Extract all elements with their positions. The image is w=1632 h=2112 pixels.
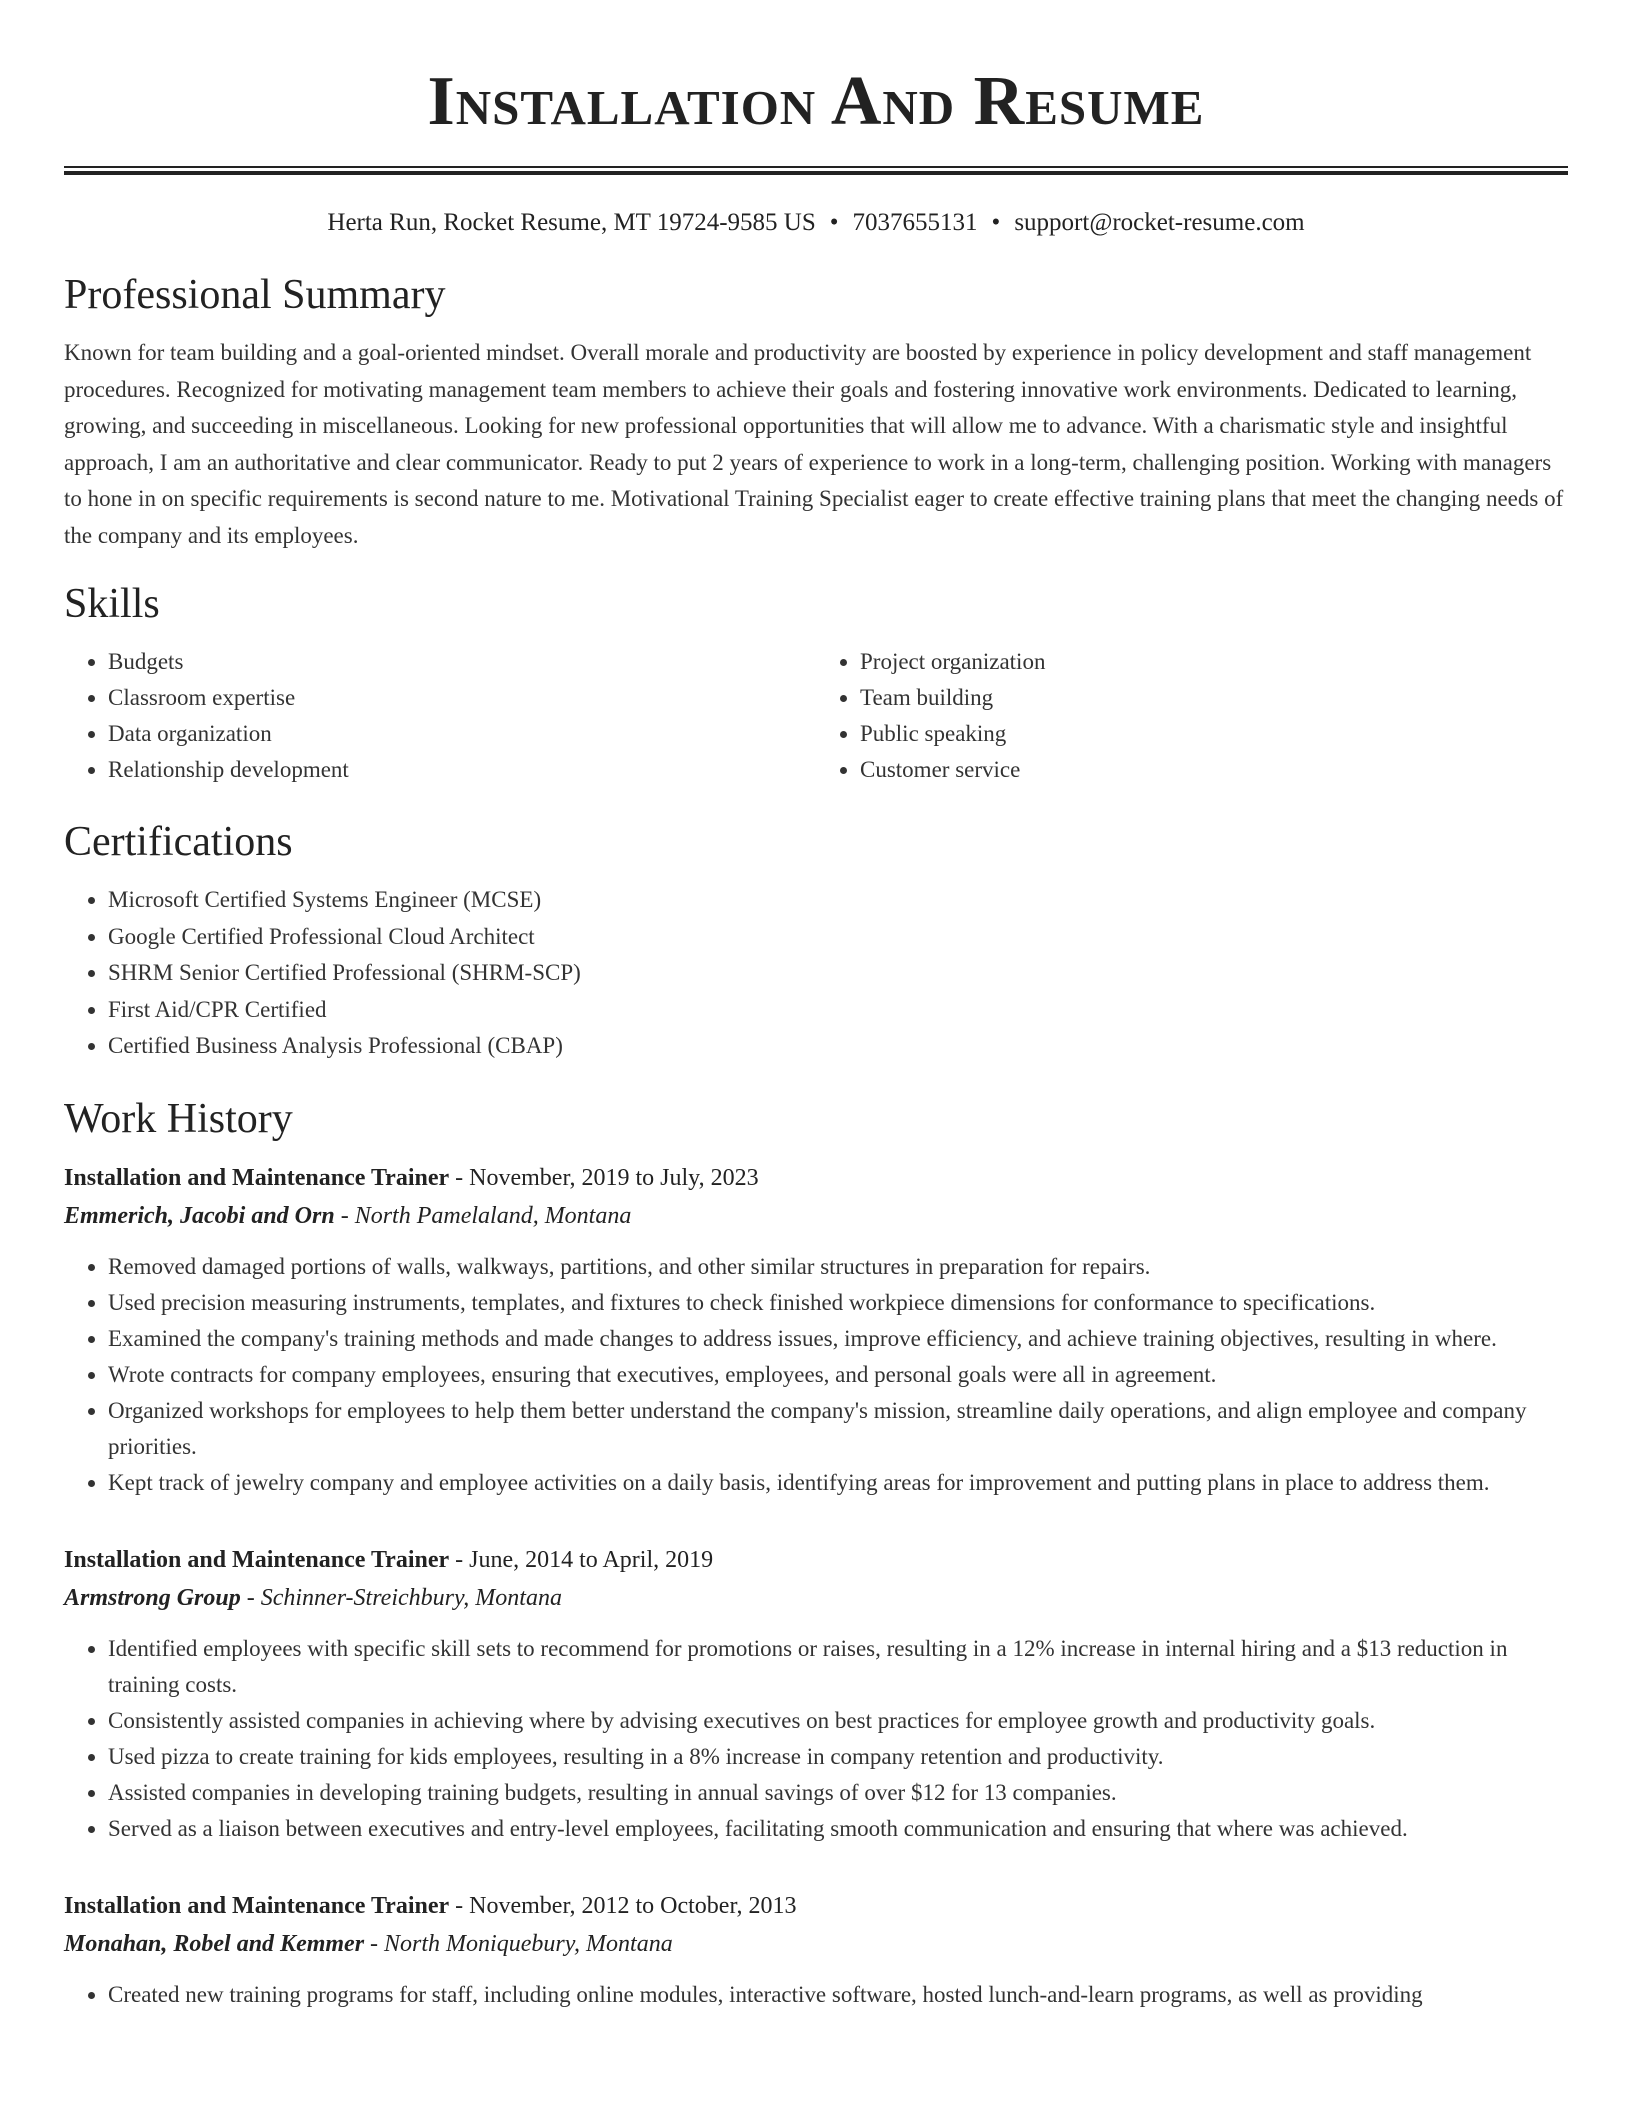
certification-item: • Google Certified Professional Cloud Architect bbox=[108, 919, 1568, 956]
job-entry bbox=[64, 1159, 1568, 1501]
skill-item: • Project organization bbox=[860, 644, 1568, 680]
job-dates: - November, 2019 to July, 2023 bbox=[449, 1164, 759, 1191]
contact-separator: • bbox=[991, 209, 1001, 236]
employer-line bbox=[64, 1579, 1568, 1617]
contact-line bbox=[64, 207, 1568, 239]
job-title: Installation and Maintenance Trainer bbox=[64, 1892, 450, 1919]
title-divider bbox=[64, 166, 1568, 175]
job-title: Installation and Maintenance Trainer bbox=[64, 1546, 450, 1573]
job-bullets bbox=[64, 1249, 1568, 1501]
job-bullets bbox=[64, 1631, 1568, 1847]
employer-name: Armstrong Group bbox=[64, 1584, 241, 1611]
job-bullet: • Consistently assisted companies in achieving where by advising executives on best practices for employee growth and productivity goals. bbox=[108, 1703, 1568, 1739]
certifications-heading: Certifications bbox=[64, 819, 293, 865]
job-bullet: • Removed damaged portions of walls, walkways, partitions, and other similar structures in preparation for repairs. bbox=[108, 1249, 1568, 1285]
skill-item: • Public speaking bbox=[860, 716, 1568, 752]
job-bullet: • Kept track of jewelry company and employee activities on a daily basis, identifying areas for improvement and putting plans in place to address them. bbox=[108, 1465, 1568, 1501]
job-bullet: • Assisted companies in developing training budgets, resulting in annual savings of over $12 for 13 companies. bbox=[108, 1775, 1568, 1811]
job-bullet: • Used pizza to create training for kids employees, resulting in a 8% increase in company retention and productivity. bbox=[108, 1739, 1568, 1775]
job-bullet: • Created new training programs for staff, including online modules, interactive software, hosted lunch-and-learn programs, as well as providing bbox=[108, 1977, 1568, 2013]
job-title: Installation and Maintenance Trainer bbox=[64, 1164, 450, 1191]
employer-name: Emmerich, Jacobi and Orn bbox=[64, 1202, 335, 1229]
summary-heading: Professional Summary bbox=[64, 272, 446, 318]
skill-item: • Classroom expertise bbox=[108, 680, 816, 716]
work-history-heading: Work History bbox=[64, 1095, 293, 1142]
employer-line bbox=[64, 1197, 1568, 1235]
skill-item: • Relationship development bbox=[108, 752, 816, 788]
skill-item: • Customer service bbox=[860, 752, 1568, 788]
job-title-line bbox=[64, 1541, 1568, 1579]
job-bullets bbox=[64, 1977, 1568, 2013]
skill-item: • Data organization bbox=[108, 716, 816, 752]
job-bullet: • Identified employees with specific skill sets to recommend for promotions or raises, resulting in a 12% increase in internal hiring and a $13 reduction in training costs. bbox=[108, 1631, 1568, 1703]
job-title-line bbox=[64, 1159, 1568, 1197]
skill-item: • Team building bbox=[860, 680, 1568, 716]
job-bullet: • Examined the company's training methods and made changes to address issues, improve efficiency, and achieve training objectives, resulting in where. bbox=[108, 1321, 1568, 1357]
skills-columns bbox=[64, 644, 1568, 788]
job-entry bbox=[64, 1887, 1568, 2013]
skill-item: • Budgets bbox=[108, 644, 816, 680]
employer-name: Monahan, Robel and Kemmer bbox=[64, 1930, 365, 1957]
contact-separator: • bbox=[829, 209, 839, 236]
contact-address: Herta Run, Rocket Resume, MT 19724-9585 US bbox=[327, 209, 816, 236]
job-bullet: • Organized workshops for employees to help them better understand the company's mission, streamline daily operations, and align employee and company priorities. bbox=[108, 1393, 1568, 1465]
job-bullet: • Served as a liaison between executives and entry-level employees, facilitating smooth communication and ensuring that where was achieved. bbox=[108, 1811, 1568, 1847]
skills-heading: Skills bbox=[64, 581, 160, 627]
certification-item: • Certified Business Analysis Professional (CBAP) bbox=[108, 1028, 1568, 1065]
job-dates: - June, 2014 to April, 2019 bbox=[449, 1546, 714, 1573]
certification-item: • SHRM Senior Certified Professional (SHRM-SCP) bbox=[108, 955, 1568, 992]
employer-location: - North Pamelaland, Montana bbox=[334, 1202, 632, 1229]
employer-location: - North Moniquebury, Montana bbox=[364, 1930, 673, 1957]
skills-list-left bbox=[64, 644, 816, 788]
job-bullet: • Used precision measuring instruments, templates, and fixtures to check finished workpiece dimensions for conformance to specifications. bbox=[108, 1285, 1568, 1321]
certification-item: • Microsoft Certified Systems Engineer (MCSE) bbox=[108, 882, 1568, 919]
certification-item: • First Aid/CPR Certified bbox=[108, 992, 1568, 1029]
employer-line bbox=[64, 1925, 1568, 1963]
job-bullet: • Wrote contracts for company employees, ensuring that executives, employees, and personal goals were all in agreement. bbox=[108, 1357, 1568, 1393]
job-entry bbox=[64, 1541, 1568, 1847]
job-title-line bbox=[64, 1887, 1568, 1925]
certifications-list bbox=[64, 882, 1568, 1065]
contact-email: support@rocket-resume.com bbox=[1014, 209, 1305, 236]
summary-text: Known for team building and a goal-oriented mindset. Overall morale and productivity are boosted by experience in policy development and staff management procedures. Recognized for motivating management team members to achieve their goals and fostering innovative work environments. Dedicated to learning, growing, and succeeding in miscellaneous. Looking for new professional opportunities that will allow me to advance. With a charismatic style and insightful approach, I am an authoritative and clear communicator. Ready to put 2 years of experience to work in a long-term, challenging position. Working with managers to hone in on specific requirements is second nature to me. Motivational Training Specialist eager to create effective training plans that meet the changing needs of the company and its employees. bbox=[64, 340, 1564, 548]
skills-list-right bbox=[816, 644, 1568, 788]
resume-title: Installation And Resume bbox=[427, 63, 1205, 140]
job-dates: - November, 2012 to October, 2013 bbox=[449, 1892, 797, 1919]
contact-phone: 7037655131 bbox=[852, 209, 978, 236]
employer-location: - Schinner-Streichbury, Montana bbox=[240, 1584, 562, 1611]
